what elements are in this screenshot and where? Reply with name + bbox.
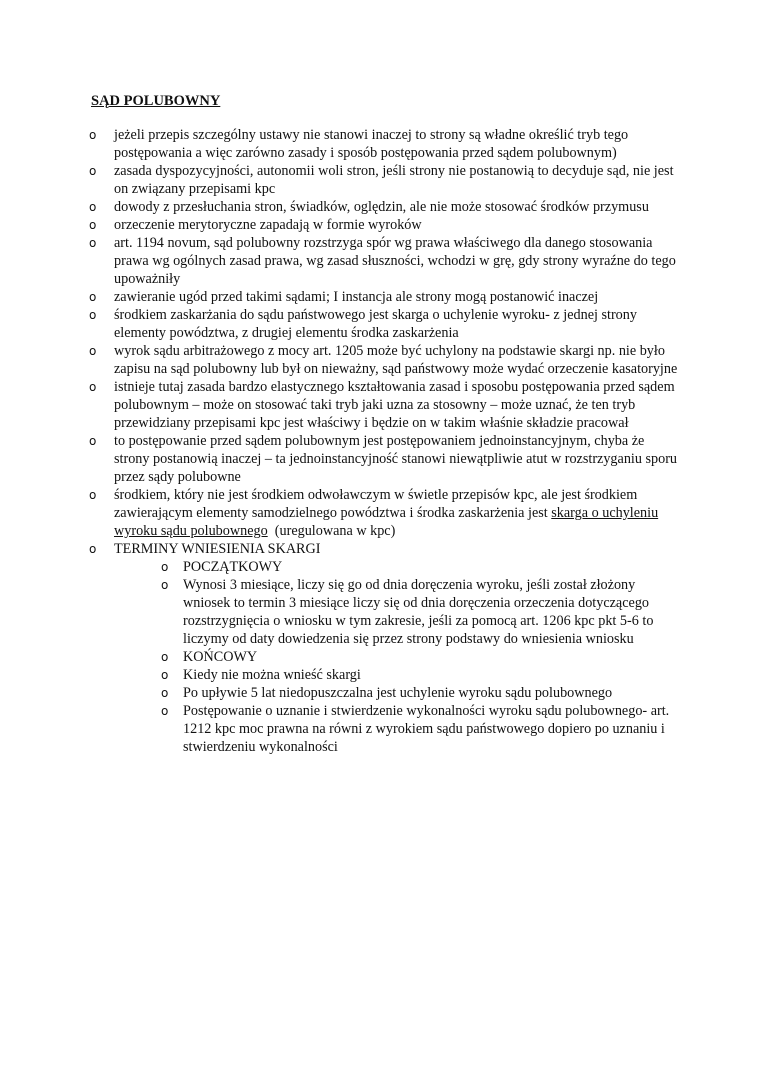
circle-bullet-icon: o [89,236,97,250]
circle-bullet-icon: o [89,344,97,358]
circle-bullet-icon: o [161,650,169,664]
circle-bullet-icon: o [89,290,97,304]
sub-list-item: o Kiedy nie można wnieść skargi [161,667,361,683]
circle-bullet-icon: o [161,578,169,592]
sub-list-item: o Postępowanie o uznanie i stwierdzenie wykonalności wyroku sądu polubownego- art. 1212 kpc moc prawna na równi z wyrokiem sądu państwowego dopiero po uznaniu i stwierdzeniu wykonalności [161,703,670,755]
sub-list-item: o Po upływie 5 lat niedopuszczalna jest uchylenie wyroku sądu polubownego [161,685,613,701]
list-item: o środkiem zaskarżania do sądu państwowego jest skarga o uchylenie wyroku- z jednej strony elementy powództwa, z drugiej elementu środka zaskarżenia [89,307,637,341]
circle-bullet-icon: o [161,704,169,718]
list-item: o istnieje tutaj zasada bardzo elastycznego kształtowania zasad i sposobu postępowania przed sądem polubownym – może on stosować taki tryb jaki uzna za stosowny – może uznać, że ten tryb przewidziany przepisami kpc jest właściwy i będzie on w takim właśnie składzie pracował [89,379,675,431]
circle-bullet-icon: o [161,560,169,574]
circle-bullet-icon: o [89,128,97,142]
list-item: o środkiem, który nie jest środkiem odwoławczym w świetle przepisów kpc, ale jest środkiem zawierającym elementy samodzielnego powództwa i środka zaskarżenia jest skarga o uchyleniu wyroku sądu polubownego (uregulowana w kpc) [89,487,659,539]
sub-list-item: o Wynosi 3 miesiące, liczy się go od dnia doręczenia wyroku, jeśli został złożony wniosek to termin 3 miesiące liczy się od dnia doręczenia orzeczenia dotyczącego rozstrzygnięcia o wniosku w tym zakresie, jeśli za pomocą art. 1206 kpc pkt 5-6 to liczymy od daty dowiedzenia się przez strony podstawy do wniesienia wniosku [161,577,654,647]
list-item: o orzeczenie merytoryczne zapadają w formie wyroków [89,217,422,233]
sub-list [161,558,680,756]
list-item: o dowody z przesłuchania stron, świadków, oględzin, ale nie może stosować środków przymusu [89,199,649,215]
circle-bullet-icon: o [89,434,97,448]
circle-bullet-icon: o [89,308,97,322]
sub-list-item: o POCZĄTKOWY [161,559,283,575]
list-item-terminy [0,540,760,756]
circle-bullet-icon: o [89,200,97,214]
list-item: o zawieranie ugód przed takimi sądami; I instancja ale strony mogą postanowić inaczej [89,289,599,305]
main-list [0,126,760,756]
circle-bullet-icon: o [89,380,97,394]
circle-bullet-icon: o [89,542,97,556]
list-item: o zasada dyspozycyjności, autonomii woli stron, jeśli strony nie postanowią to decyduje sąd, nie jest on związany przepisami kpc [89,163,674,197]
circle-bullet-icon: o [89,164,97,178]
circle-bullet-icon: o [89,218,97,232]
underlined-term: skarga o uchyleniu wyroku sądu polubownego [114,505,659,539]
list-item: o to postępowanie przed sądem polubownym jest postępowaniem jednoinstancyjnym, chyba że strony postanowią inaczej – ta jednoinstancyjność stanowi niewątpliwie atut w rozstrzyganiu sporu przez sądy polubowne [89,433,678,485]
list-item: o wyrok sądu arbitrażowego z mocy art. 1205 może być uchylony na podstawie skargi np. nie było zapisu na sąd polubowny lub był on nieważny, sąd państwowy może wydać orzeczenie kasatoryjne [89,343,678,377]
circle-bullet-icon: o [89,488,97,502]
list-item: o jeżeli przepis szczególny ustawy nie stanowi inaczej to strony są władne określić tryb tego postępowania a więc zarówno zasady i sposób postępowania przed sądem polubownym) [89,127,629,161]
section-heading: TERMINY WNIESIENIA SKARGI [114,541,321,557]
circle-bullet-icon: o [161,686,169,700]
sub-list-item: o KOŃCOWY [161,649,258,665]
list-item: o art. 1194 novum, sąd polubowny rozstrzyga spór wg prawa właściwego dla danego stosowania prawa wg ogólnych zasad prawa, wg zasad słuszności, wchodzi w grę, gdy strony wyraźne do tego upoważniły [89,235,676,287]
page-title: SĄD POLUBOWNY [91,93,221,109]
circle-bullet-icon: o [161,668,169,682]
